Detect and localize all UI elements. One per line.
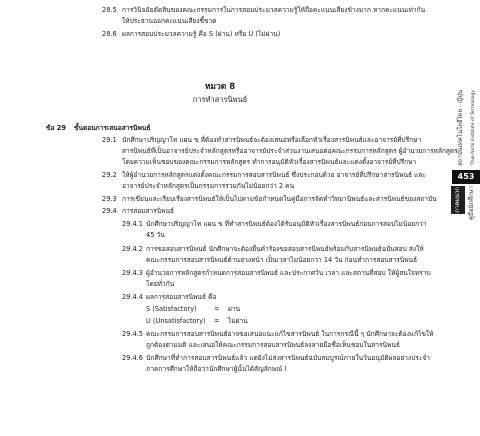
item-text-line: นักศึกษาปริญญาโท แผน ข ที่ต้องทำสารนิพนธ์จะต้องเสนอหรือเลือกหัวเรื่องสารนิพนธ์และอาจารย์ที่ปรึกษา (122, 136, 422, 144)
result-equals: = (214, 305, 220, 313)
subitem-text-line: ถูกต้องตามมติ และเสนอให้คณะกรรมการสอบสารนิพนธ์ลงลายมือชื่อเห็นชอบในสารนิพนธ์ (146, 341, 400, 349)
result-value: ไม่ผ่าน (228, 317, 248, 325)
item-text-line: ให้ผู้อำนวยการหลักสูตรแต่งตั้งคณะกรรมการสอบสารนิพนธ์ ซึ่งประกอบด้วย อาจารย์ที่ปรึกษาสารนิพนธ์ และ (122, 171, 426, 179)
side-institute-name-en: Thai-Nichi Institute of Technology (471, 90, 476, 165)
item-text-line: สารนิพนธ์ที่เป็นอาจารย์ประจำหลักสูตรหรืออาจารย์ประจำส่วนงานเสนอต่อคณะกรรมการหลักสูตร ผู้อำนวยการหลักสูตร (122, 147, 458, 155)
subitem-text-line: ผลการสอบสารนิพนธ์ คือ (146, 293, 217, 301)
result-value: ผ่าน (228, 305, 241, 313)
clause-number: ข้อ 29 (46, 124, 66, 132)
result-label: S (Satisfactory) (146, 305, 197, 313)
item-number: 29.2 (102, 171, 117, 179)
subitem-text-line: นักศึกษาปริญญาโท แผน ข ที่ทำสารนิพนธ์ต้องได้รับอนุมัติหัวเรื่องสารนิพนธ์ก่อนการสอบไม่น้อยกว่า (146, 220, 427, 228)
item-number: 29.4 (102, 207, 117, 215)
subitem-number: 29.4.3 (122, 269, 143, 277)
side-institute-name: สถาบันเทคโนโลยีไทย - ญี่ปุ่น (457, 90, 464, 166)
subitem-number: 29.4.5 (122, 330, 143, 338)
side-section-label: ภาคผนวก (451, 186, 465, 214)
section-subtitle: การทำสารนิพนธ์ (192, 95, 248, 104)
section-title: หมวด 8 (204, 82, 236, 92)
item-number: 29.1 (102, 136, 117, 144)
subitem-text-line: คณะกรรมการสอบสารนิพนธ์ด้านล่วงหน้า เป็นเวลาไม่น้อยกว่า 14 วัน ก่อนทำการสอบสารนิพนธ์ (146, 256, 418, 264)
item-text-line: อาจารย์ประจำหลักสูตรเป็นกรรมการรวมกันไม่น้อยกว่า 2 คน (122, 182, 295, 190)
item-text-line: โดยความเห็นชอบของคณะกรรมการหลักสูตร ทำการอนุมัติหัวเรื่องสารนิพนธ์และแต่งตั้งอาจารย์ที่ปรึกษา (122, 158, 417, 166)
item-text-line: ให้ประธานออกคะแนนเสียงชี้ขาด (122, 17, 217, 25)
subitem-text-line: นักศึกษาที่ทำการสอบสารนิพนธ์แล้ว แต่ยังไม่ส่งสารนิพนธ์ฉบับสมบูรณ์ภายในวันอนุมัติผลอย่างประจำ (146, 354, 430, 362)
subitem-number: 29.4.1 (122, 220, 143, 228)
item-text-line: การสอบสารนิพนธ์ (122, 207, 175, 215)
item-text-line: ผลการสอบประมวลความรู้ คือ S (ผ่าน) หรือ U (ไม่ผ่าน) (122, 30, 281, 38)
side-tab-institute (452, 90, 480, 166)
result-label: U (Unsatisfactory) (146, 317, 206, 325)
subitem-text-line: โดยทั่วกัน (146, 280, 175, 288)
item-number: 28.6 (102, 30, 117, 38)
subitem-text-line: ภาคการศึกษาให้ถือว่านักศึกษาผู้นั้นได้สัญลักษณ์ I (146, 365, 287, 373)
side-handbook-label: คู่มือนักศึกษา (468, 186, 475, 221)
subitem-number: 29.4.2 (122, 245, 143, 253)
item-number: 29.3 (102, 195, 117, 203)
side-tab-section (452, 186, 480, 236)
item-text-line: การเขียนและเรียบเรียงสารนิพนธ์ให้เป็นไปตามข้อกำหนดในคู่มือการจัดทำวิทยานิพนธ์และสารนิพนธ์ของสถาบัน (122, 195, 437, 203)
subitem-text-line: 45 วัน (146, 231, 165, 239)
clause-title: ขั้นตอนการเสนอสารนิพนธ์ (74, 124, 151, 132)
item-text-line: การวินิจฉัยตัดสินของคณะกรรมการในการสอบประมวลความรู้ให้ถือคะแนนเสียงข้างมาก หากคะแนนเท่ากัน (122, 6, 426, 14)
result-equals: = (214, 317, 220, 325)
subitem-number: 29.4.4 (122, 293, 143, 301)
subitem-text-line: ผู้อำนวยการหลักสูตรกำหนดการสอบสารนิพนธ์ และประกาศวัน เวลา และสถานที่สอบ ให้ผู้สนใจทราบ (146, 269, 431, 277)
subitem-text-line: คณะกรรมการสอบสารนิพนธ์อาจขอเสนอแนะแก้ไขสารนิพนธ์ ในการกรณีนี้ ๆ นักศึกษาจะต้องแก้ไขให้ (146, 330, 434, 338)
page-number: 453 (452, 170, 480, 184)
subitem-text-line: การขอสอบสารนิพนธ์ นักศึกษาจะต้องยื่นคำร้องขอสอบสารนิพนธ์พร้อมกับสารนิพนธ์ฉบับสอบ ส่งให้ (146, 245, 424, 253)
item-number: 28.5 (102, 6, 117, 14)
subitem-number: 29.4.6 (122, 354, 143, 362)
